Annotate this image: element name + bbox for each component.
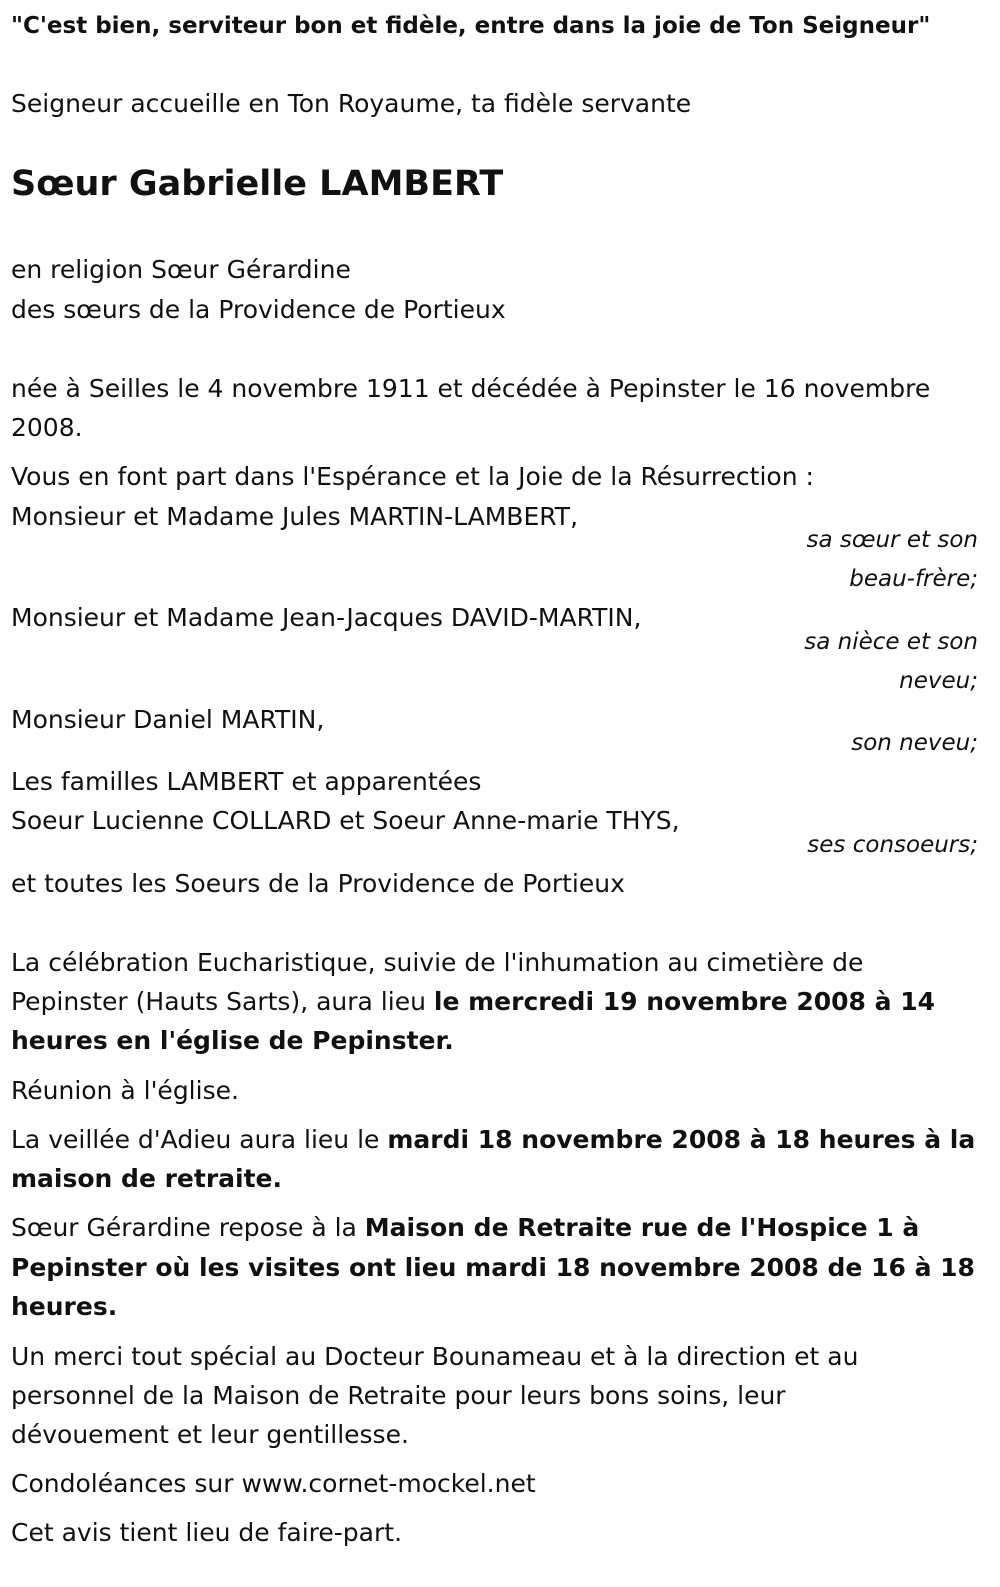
celebration-line2: Pepinster (Hauts Sarts), aura lieu le mercredi 19 novembre 2008 à 14 — [11, 987, 936, 1016]
heading-quote: "C'est bien, serviteur bon et fidèle, entre dans la joie de Ton Seigneur" — [11, 13, 931, 39]
deceased-name: Sœur Gabrielle LAMBERT — [11, 164, 504, 204]
intro-text: Seigneur accueille en Ton Royaume, ta fidèle servante — [11, 89, 692, 118]
family-relation: beau-frère; — [849, 566, 978, 592]
birth-death-line2: 2008. — [11, 413, 83, 442]
family-relation: son neveu; — [851, 730, 978, 756]
thanks-line1: Un merci tout spécial au Docteur Bounameau et à la direction et au — [11, 1342, 859, 1371]
birth-death-line1: née à Seilles le 4 novembre 1911 et décédée à Pepinster le 16 novembre — [11, 374, 931, 403]
family-member: Monsieur et Madame Jules MARTIN-LAMBERT, — [11, 502, 579, 531]
announcement: Vous en font part dans l'Espérance et la Joie de la Résurrection : — [11, 462, 814, 491]
reunion-text: Réunion à l'église. — [11, 1076, 239, 1105]
celebration-line3: heures en l'église de Pepinster. — [11, 1026, 454, 1055]
family-relation: sa sœur et son — [806, 527, 978, 553]
family-relation: neveu; — [899, 668, 978, 694]
family-relation: ses consoeurs; — [807, 832, 978, 858]
thanks-line3: dévouement et leur gentillesse. — [11, 1420, 409, 1449]
family-member: et toutes les Soeurs de la Providence de Portieux — [11, 869, 625, 898]
family-relation: sa nièce et son — [804, 629, 978, 655]
vigil-line1: La veillée d'Adieu aura lieu le mardi 18 novembre 2008 à 18 heures à la — [11, 1125, 976, 1154]
family-member: Soeur Lucienne COLLARD et Soeur Anne-marie THYS, — [11, 806, 680, 835]
visits-line3: heures. — [11, 1292, 118, 1321]
notice-text: Cet avis tient lieu de faire-part. — [11, 1518, 403, 1547]
condolences-text: Condoléances sur www.cornet-mockel.net — [11, 1469, 536, 1498]
celebration-line1: La célébration Eucharistique, suivie de l'inhumation au cimetière de — [11, 948, 864, 977]
family-member: Monsieur Daniel MARTIN, — [11, 705, 325, 734]
family-member: Les familles LAMBERT et apparentées — [11, 767, 482, 796]
visits-line1: Sœur Gérardine repose à la Maison de Retraite rue de l'Hospice 1 à — [11, 1213, 920, 1242]
thanks-line2: personnel de la Maison de Retraite pour leurs bons soins, leur — [11, 1381, 786, 1410]
visits-line2: Pepinster où les visites ont lieu mardi 18 novembre 2008 de 16 à 18 — [11, 1253, 975, 1282]
religion-name: en religion Sœur Gérardine — [11, 255, 351, 284]
vigil-line2: maison de retraite. — [11, 1164, 283, 1193]
religious-order: des sœurs de la Providence de Portieux — [11, 295, 506, 324]
family-member: Monsieur et Madame Jean-Jacques DAVID-MARTIN, — [11, 603, 642, 632]
